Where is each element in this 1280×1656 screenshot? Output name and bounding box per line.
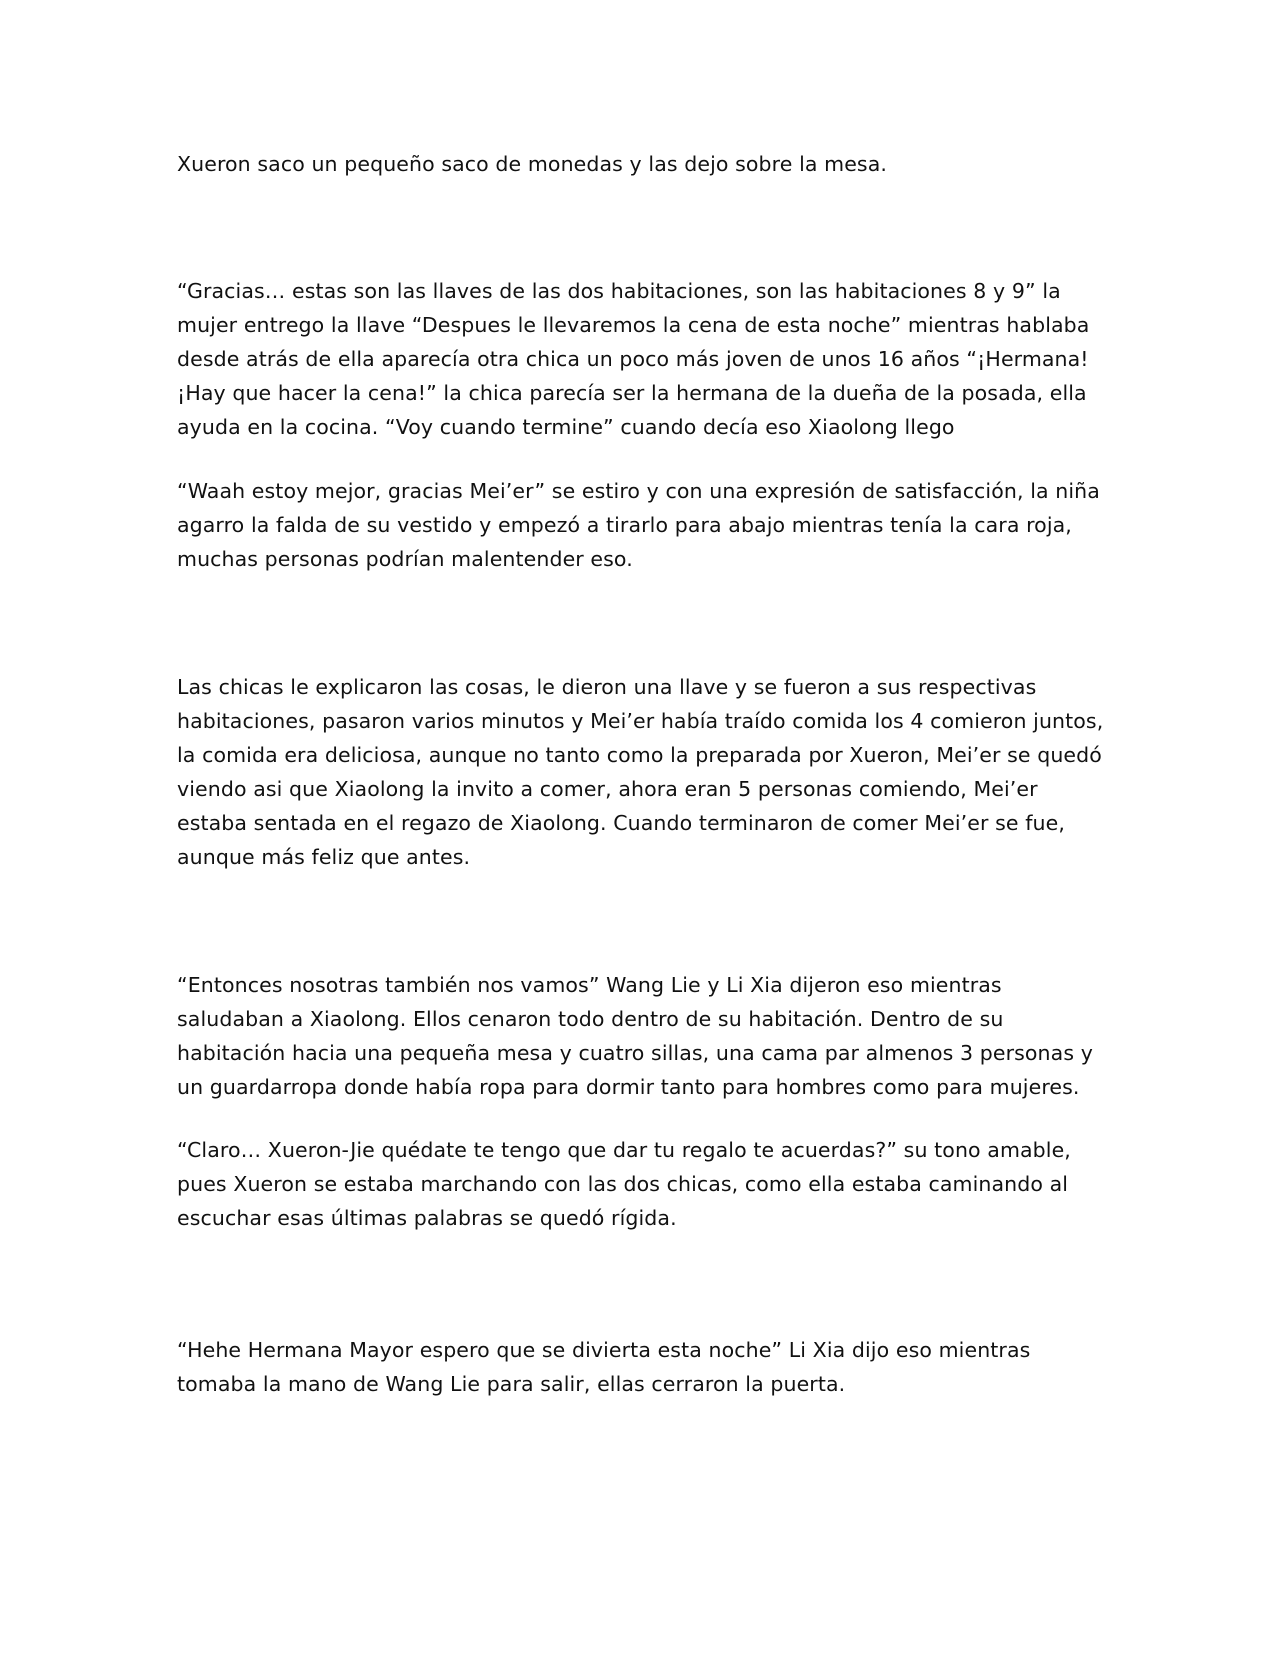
paragraph-text: “Claro… Xueron-Jie quédate te tengo que dar tu regalo te acuerdas?” su tono amable, pues Xueron se estaba marchando con las dos chicas, como ella estaba caminando al escuchar esas últimas palabras se quedó rígida. [177,1138,1071,1230]
paragraph-text: “Hehe Hermana Mayor espero que se divierta esta noche” Li Xia dijo eso mientras tomaba la mano de Wang Lie para salir, ellas cerraron la puerta. [177,1338,1031,1396]
paragraph-7 [177,1333,1107,1401]
paragraph-text: “Waah estoy mejor, gracias Mei’er” se estiro y con una expresión de satisfacción, la niña agarro la falda de su vestido y empezó a tirarlo para abajo mientras tenía la cara roja, muchas personas podrían malentender eso. [177,479,1100,571]
paragraph-1 [177,147,1107,181]
paragraph-2 [177,274,1107,444]
paragraph-text: Xueron saco un pequeño saco de monedas y las dejo sobre la mesa. [177,152,887,176]
paragraph-text: Las chicas le explicaron las cosas, le dieron una llave y se fueron a sus respectivas habitaciones, pasaron varios minutos y Mei’er había traído comida los 4 comieron juntos, la comida era deliciosa, aunque no tanto como la preparada por Xueron, Mei’er se quedó viendo asi que Xiaolong la invito a comer, ahora eran 5 personas comiendo, Mei’er estaba sentada en el regazo de Xiaolong. Cuando terminaron de comer Mei’er se fue, aunque más feliz que antes. [177,675,1104,869]
paragraph-text: “Entonces nosotras también nos vamos” Wang Lie y Li Xia dijeron eso mientras saludaban a Xiaolong. Ellos cenaron todo dentro de su habitación. Dentro de su habitación hacia una pequeña mesa y cuatro sillas, una cama par almenos 3 personas y un guardarropa donde había ropa para dormir tanto para hombres como para mujeres. [177,973,1093,1099]
paragraph-5 [177,968,1107,1104]
paragraph-3 [177,474,1107,576]
paragraph-text: “Gracias… estas son las llaves de las dos habitaciones, son las habitaciones 8 y 9” la mujer entrego la llave “Despues le llevaremos la cena de esta noche” mientras hablaba desde atrás de ella aparecía otra chica un poco más joven de unos 16 años “¡Hermana! ¡Hay que hacer la cena!” la chica parecía ser la hermana de la dueña de la posada, ella ayuda en la cocina. “Voy cuando termine” cuando decía eso Xiaolong llego [177,279,1090,439]
paragraph-6 [177,1133,1107,1235]
paragraph-4 [177,670,1107,874]
